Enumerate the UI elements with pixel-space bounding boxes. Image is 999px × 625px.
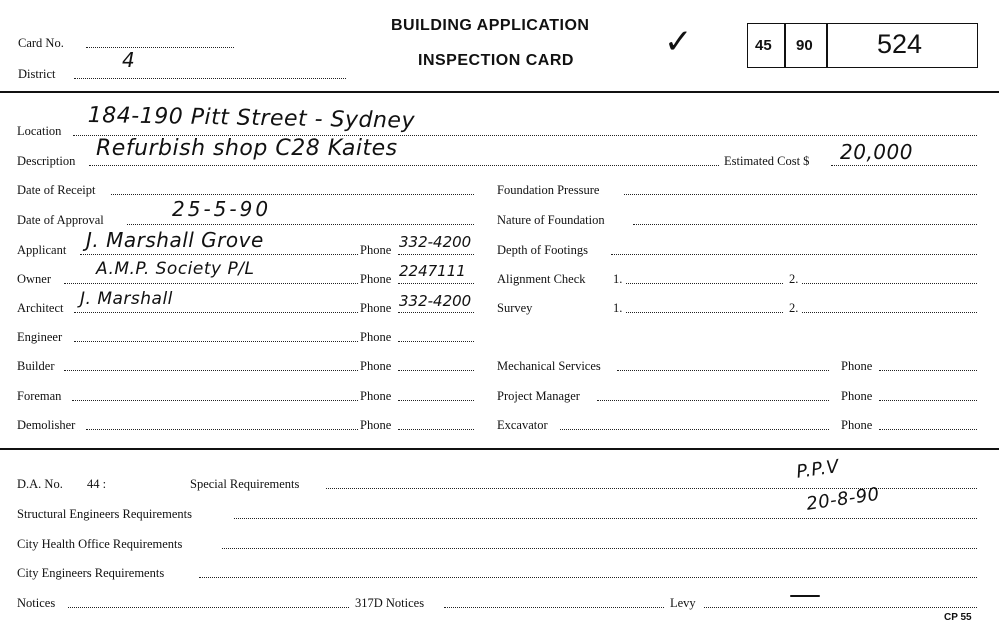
- applicant-phone-value: 332-4200: [399, 233, 472, 251]
- demolisher-field[interactable]: [86, 429, 358, 430]
- survey-field-1[interactable]: [626, 312, 783, 313]
- ref-box-b: 90: [796, 37, 813, 54]
- builder-phone-field[interactable]: [398, 370, 474, 371]
- project-manager-label: Project Manager: [497, 389, 580, 403]
- engineer-label: Engineer: [17, 330, 63, 344]
- special-requirements-field[interactable]: [326, 488, 977, 489]
- notices-317d-label: 317D Notices: [355, 596, 425, 610]
- demolisher-phone-label: Phone: [360, 418, 392, 432]
- notices-label: Notices: [17, 596, 56, 610]
- description-field[interactable]: [89, 165, 719, 166]
- foundation-pressure-field[interactable]: [624, 194, 977, 195]
- pm-phone-label: Phone: [841, 389, 873, 403]
- description-label: Description: [17, 154, 76, 168]
- applicant-field[interactable]: [80, 254, 358, 255]
- district-field[interactable]: [74, 78, 346, 79]
- demolisher-phone-field[interactable]: [398, 429, 474, 430]
- alignment-check-label: Alignment Check: [497, 272, 586, 286]
- special-requirements-date: 20-8-90: [805, 483, 881, 515]
- district-value: 4: [122, 48, 136, 72]
- excavator-phone-label: Phone: [841, 418, 873, 432]
- district-label: District: [18, 67, 56, 81]
- special-requirements-value: P.P.V: [795, 456, 841, 483]
- date-approval-value: 25-5-90: [172, 197, 272, 221]
- foreman-field[interactable]: [72, 400, 358, 401]
- owner-field[interactable]: [64, 283, 358, 284]
- levy-label: Levy: [670, 596, 696, 610]
- alignment-num-1: 1.: [613, 272, 623, 286]
- card-no-field[interactable]: [86, 47, 234, 48]
- da-no-value: 44 :: [87, 477, 107, 491]
- project-manager-field[interactable]: [597, 400, 829, 401]
- notices-317d-field[interactable]: [444, 607, 664, 608]
- survey-field-2[interactable]: [802, 312, 977, 313]
- architect-phone-value: 332-4200: [399, 292, 472, 310]
- alignment-num-2: 2.: [789, 272, 799, 286]
- structural-engineers-label: Structural Engineers Requirements: [17, 507, 192, 521]
- estimated-cost-value: 20,000: [840, 140, 913, 164]
- owner-phone-field[interactable]: [398, 283, 474, 284]
- excavator-phone-field[interactable]: [879, 429, 977, 430]
- estimated-cost-label: Estimated Cost $: [724, 154, 810, 168]
- location-label: Location: [17, 124, 62, 138]
- ref-box-c: 524: [877, 29, 923, 59]
- builder-phone-label: Phone: [360, 359, 392, 373]
- owner-phone-label: Phone: [360, 272, 392, 286]
- foreman-label: Foreman: [17, 389, 62, 403]
- builder-field[interactable]: [64, 370, 358, 371]
- pm-phone-field[interactable]: [879, 400, 977, 401]
- title-line2: INSPECTION CARD: [418, 52, 574, 69]
- date-approval-field[interactable]: [127, 224, 474, 225]
- owner-value: A.M.P. Society P/L: [96, 259, 255, 279]
- engineer-phone-field[interactable]: [398, 341, 474, 342]
- date-receipt-field[interactable]: [111, 194, 474, 195]
- levy-field[interactable]: [704, 607, 977, 608]
- foreman-phone-field[interactable]: [398, 400, 474, 401]
- mechanical-services-label: Mechanical Services: [497, 359, 601, 373]
- structural-engineers-field[interactable]: [234, 518, 977, 519]
- applicant-phone-label: Phone: [360, 243, 392, 257]
- survey-num-1: 1.: [613, 301, 623, 315]
- header-rule: [0, 91, 999, 93]
- architect-value: J. Marshall: [80, 289, 173, 309]
- title-line1: BUILDING APPLICATION: [391, 17, 590, 34]
- architect-phone-field[interactable]: [398, 312, 474, 313]
- levy-dash-mark: [790, 595, 820, 597]
- middle-rule: [0, 448, 999, 450]
- city-health-field[interactable]: [222, 548, 977, 549]
- architect-label: Architect: [17, 301, 64, 315]
- foundation-pressure-label: Foundation Pressure: [497, 183, 600, 197]
- mechanical-services-field[interactable]: [617, 370, 829, 371]
- demolisher-label: Demolisher: [17, 418, 76, 432]
- architect-field[interactable]: [74, 312, 358, 313]
- date-receipt-label: Date of Receipt: [17, 183, 96, 197]
- alignment-field-2[interactable]: [802, 283, 977, 284]
- city-engineers-label: City Engineers Requirements: [17, 566, 165, 580]
- location-value: 184-190 Pitt Street - Sydney: [87, 103, 416, 134]
- applicant-phone-field[interactable]: [398, 254, 474, 255]
- foreman-phone-label: Phone: [360, 389, 392, 403]
- box-divider-2: [826, 23, 828, 68]
- date-approval-label: Date of Approval: [17, 213, 104, 227]
- owner-phone-value: 2247111: [399, 262, 466, 280]
- depth-footings-field[interactable]: [611, 254, 977, 255]
- depth-footings-label: Depth of Footings: [497, 243, 588, 257]
- nature-foundation-field[interactable]: [633, 224, 977, 225]
- survey-num-2: 2.: [789, 301, 799, 315]
- survey-label: Survey: [497, 301, 533, 315]
- description-value: Refurbish shop C28 Kaites: [96, 136, 398, 161]
- builder-label: Builder: [17, 359, 55, 373]
- excavator-label: Excavator: [497, 418, 548, 432]
- applicant-value: J. Marshall Grove: [86, 228, 264, 252]
- owner-label: Owner: [17, 272, 52, 286]
- card-no-label: Card No.: [18, 36, 64, 50]
- special-requirements-label: Special Requirements: [190, 477, 300, 491]
- engineer-phone-label: Phone: [360, 330, 392, 344]
- nature-foundation-label: Nature of Foundation: [497, 213, 605, 227]
- applicant-label: Applicant: [17, 243, 67, 257]
- ref-box-a: 45: [755, 37, 772, 54]
- engineer-field[interactable]: [74, 341, 358, 342]
- reference-box: [747, 23, 978, 68]
- mechanical-phone-field[interactable]: [879, 370, 977, 371]
- estimated-cost-field[interactable]: [831, 165, 977, 166]
- city-engineers-field[interactable]: [199, 577, 977, 578]
- box-divider-1: [784, 23, 786, 68]
- architect-phone-label: Phone: [360, 301, 392, 315]
- notices-field[interactable]: [68, 607, 349, 608]
- alignment-field-1[interactable]: [626, 283, 783, 284]
- city-health-label: City Health Office Requirements: [17, 537, 183, 551]
- excavator-field[interactable]: [560, 429, 829, 430]
- da-no-label: D.A. No.: [17, 477, 63, 491]
- mechanical-phone-label: Phone: [841, 359, 873, 373]
- check-mark-icon: ✓: [664, 22, 693, 62]
- form-code: CP 55: [944, 612, 972, 623]
